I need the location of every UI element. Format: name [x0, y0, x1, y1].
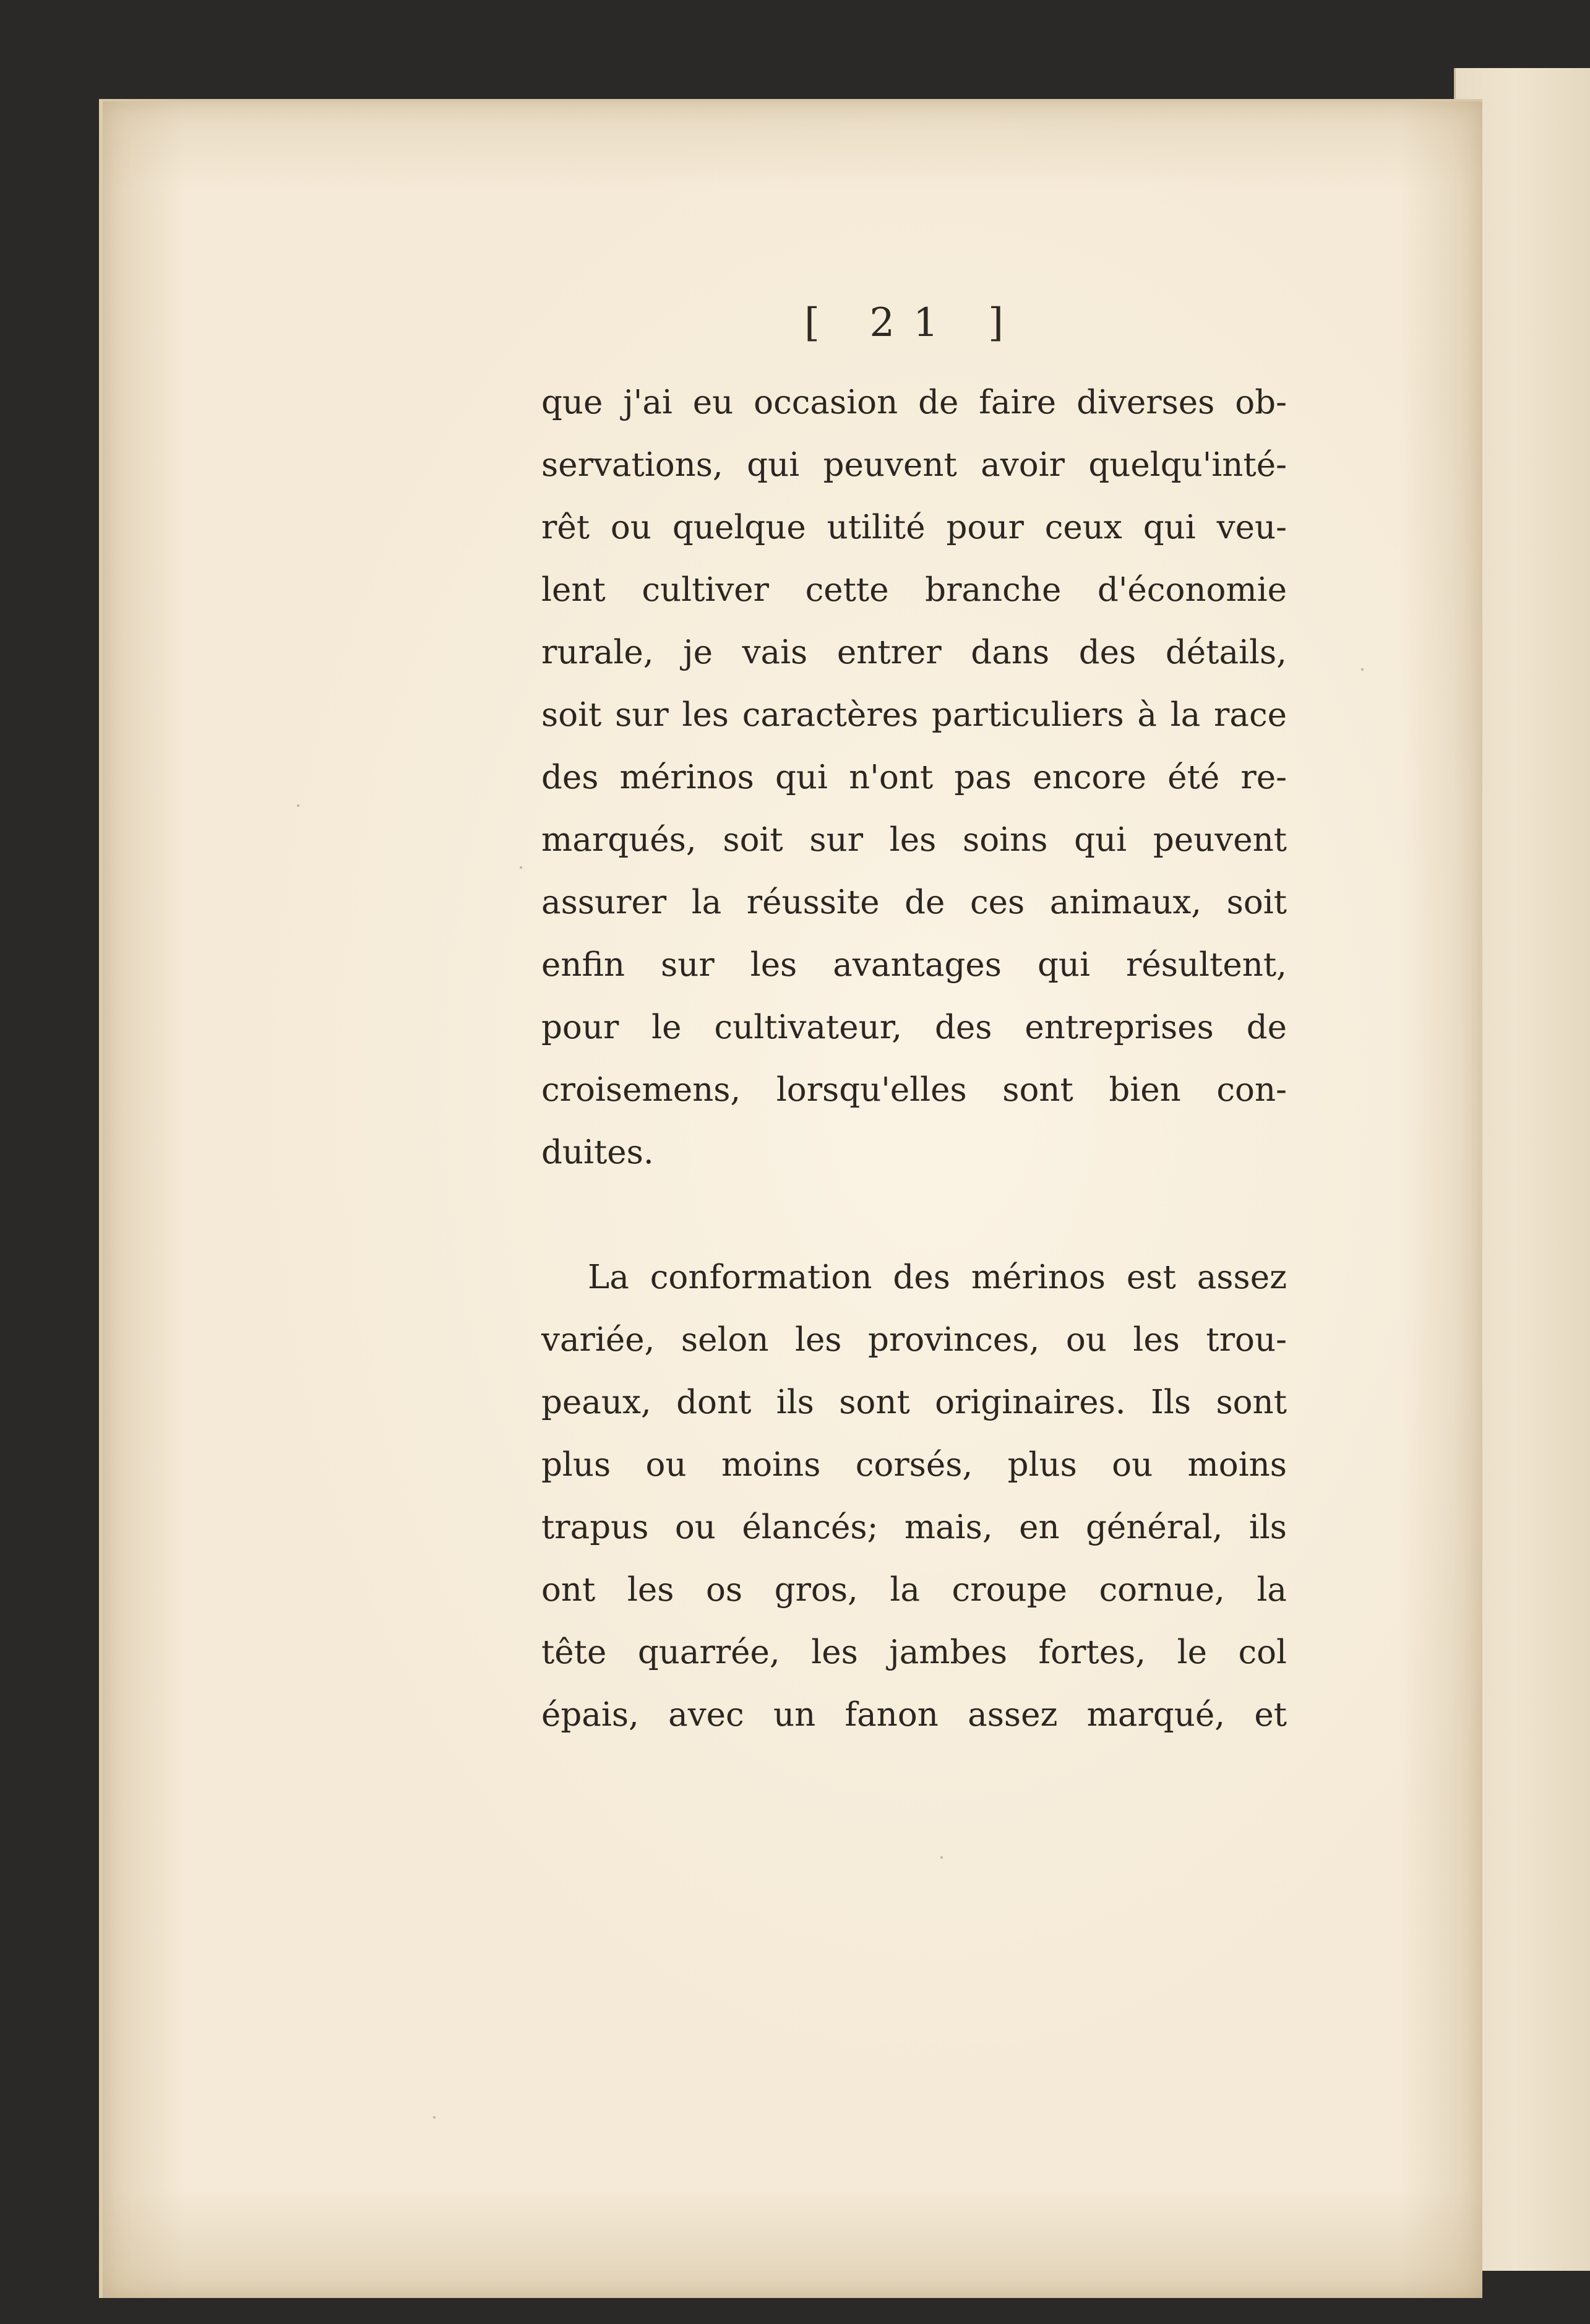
- text-line: La conformation des mérinos est assez: [588, 1259, 1287, 1296]
- text-line: marqués, soit sur les soins qui peuvent: [541, 821, 1287, 859]
- text-line: rêt ou quelque utilité pour ceux qui veu-: [541, 509, 1287, 546]
- text-line: des mérinos qui n'ont pas encore été re-: [541, 759, 1287, 796]
- page-number-header: [ 21 ]: [804, 300, 1023, 346]
- text-line: croisemens, lorsqu'elles sont bien con-: [541, 1071, 1287, 1109]
- text-line: ont les os gros, la croupe cornue, la: [541, 1571, 1287, 1609]
- text-line: soit sur les caractères particuliers à la race: [541, 696, 1287, 734]
- body-text: [541, 371, 1287, 1746]
- text-line: lent cultiver cette branche d'économie: [541, 571, 1287, 609]
- text-line: peaux, dont ils sont originaires. Ils sont: [541, 1384, 1287, 1421]
- text-line: épais, avec un fanon assez marqué, et: [541, 1696, 1287, 1734]
- text-line: pour le cultivateur, des entreprises de: [541, 1009, 1287, 1046]
- text-line: assurer la réussite de ces animaux, soit: [541, 884, 1287, 921]
- paper-speck: [520, 866, 522, 869]
- text-line: rurale, je vais entrer dans des détails,: [541, 634, 1287, 671]
- paper-speck: [940, 1856, 943, 1859]
- text-line: duites.: [541, 1134, 654, 1171]
- text-line: plus ou moins corsés, plus ou moins: [541, 1446, 1287, 1484]
- text-line: enfin sur les avantages qui résultent,: [541, 946, 1287, 984]
- text-line: tête quarrée, les jambes fortes, le col: [541, 1633, 1287, 1671]
- paper-speck: [297, 804, 299, 807]
- paper-speck: [433, 2116, 436, 2119]
- text-line: trapus ou élancés; mais, en général, ils: [541, 1508, 1287, 1546]
- text-line: servations, qui peuvent avoir quelqu'inté-: [541, 446, 1287, 484]
- text-line: que j'ai eu occasion de faire diverses ob-: [541, 384, 1287, 421]
- paper-speck: [1361, 668, 1364, 671]
- text-line: variée, selon les provinces, ou les trou-: [541, 1321, 1287, 1359]
- paragraph-gap: [541, 1184, 1287, 1246]
